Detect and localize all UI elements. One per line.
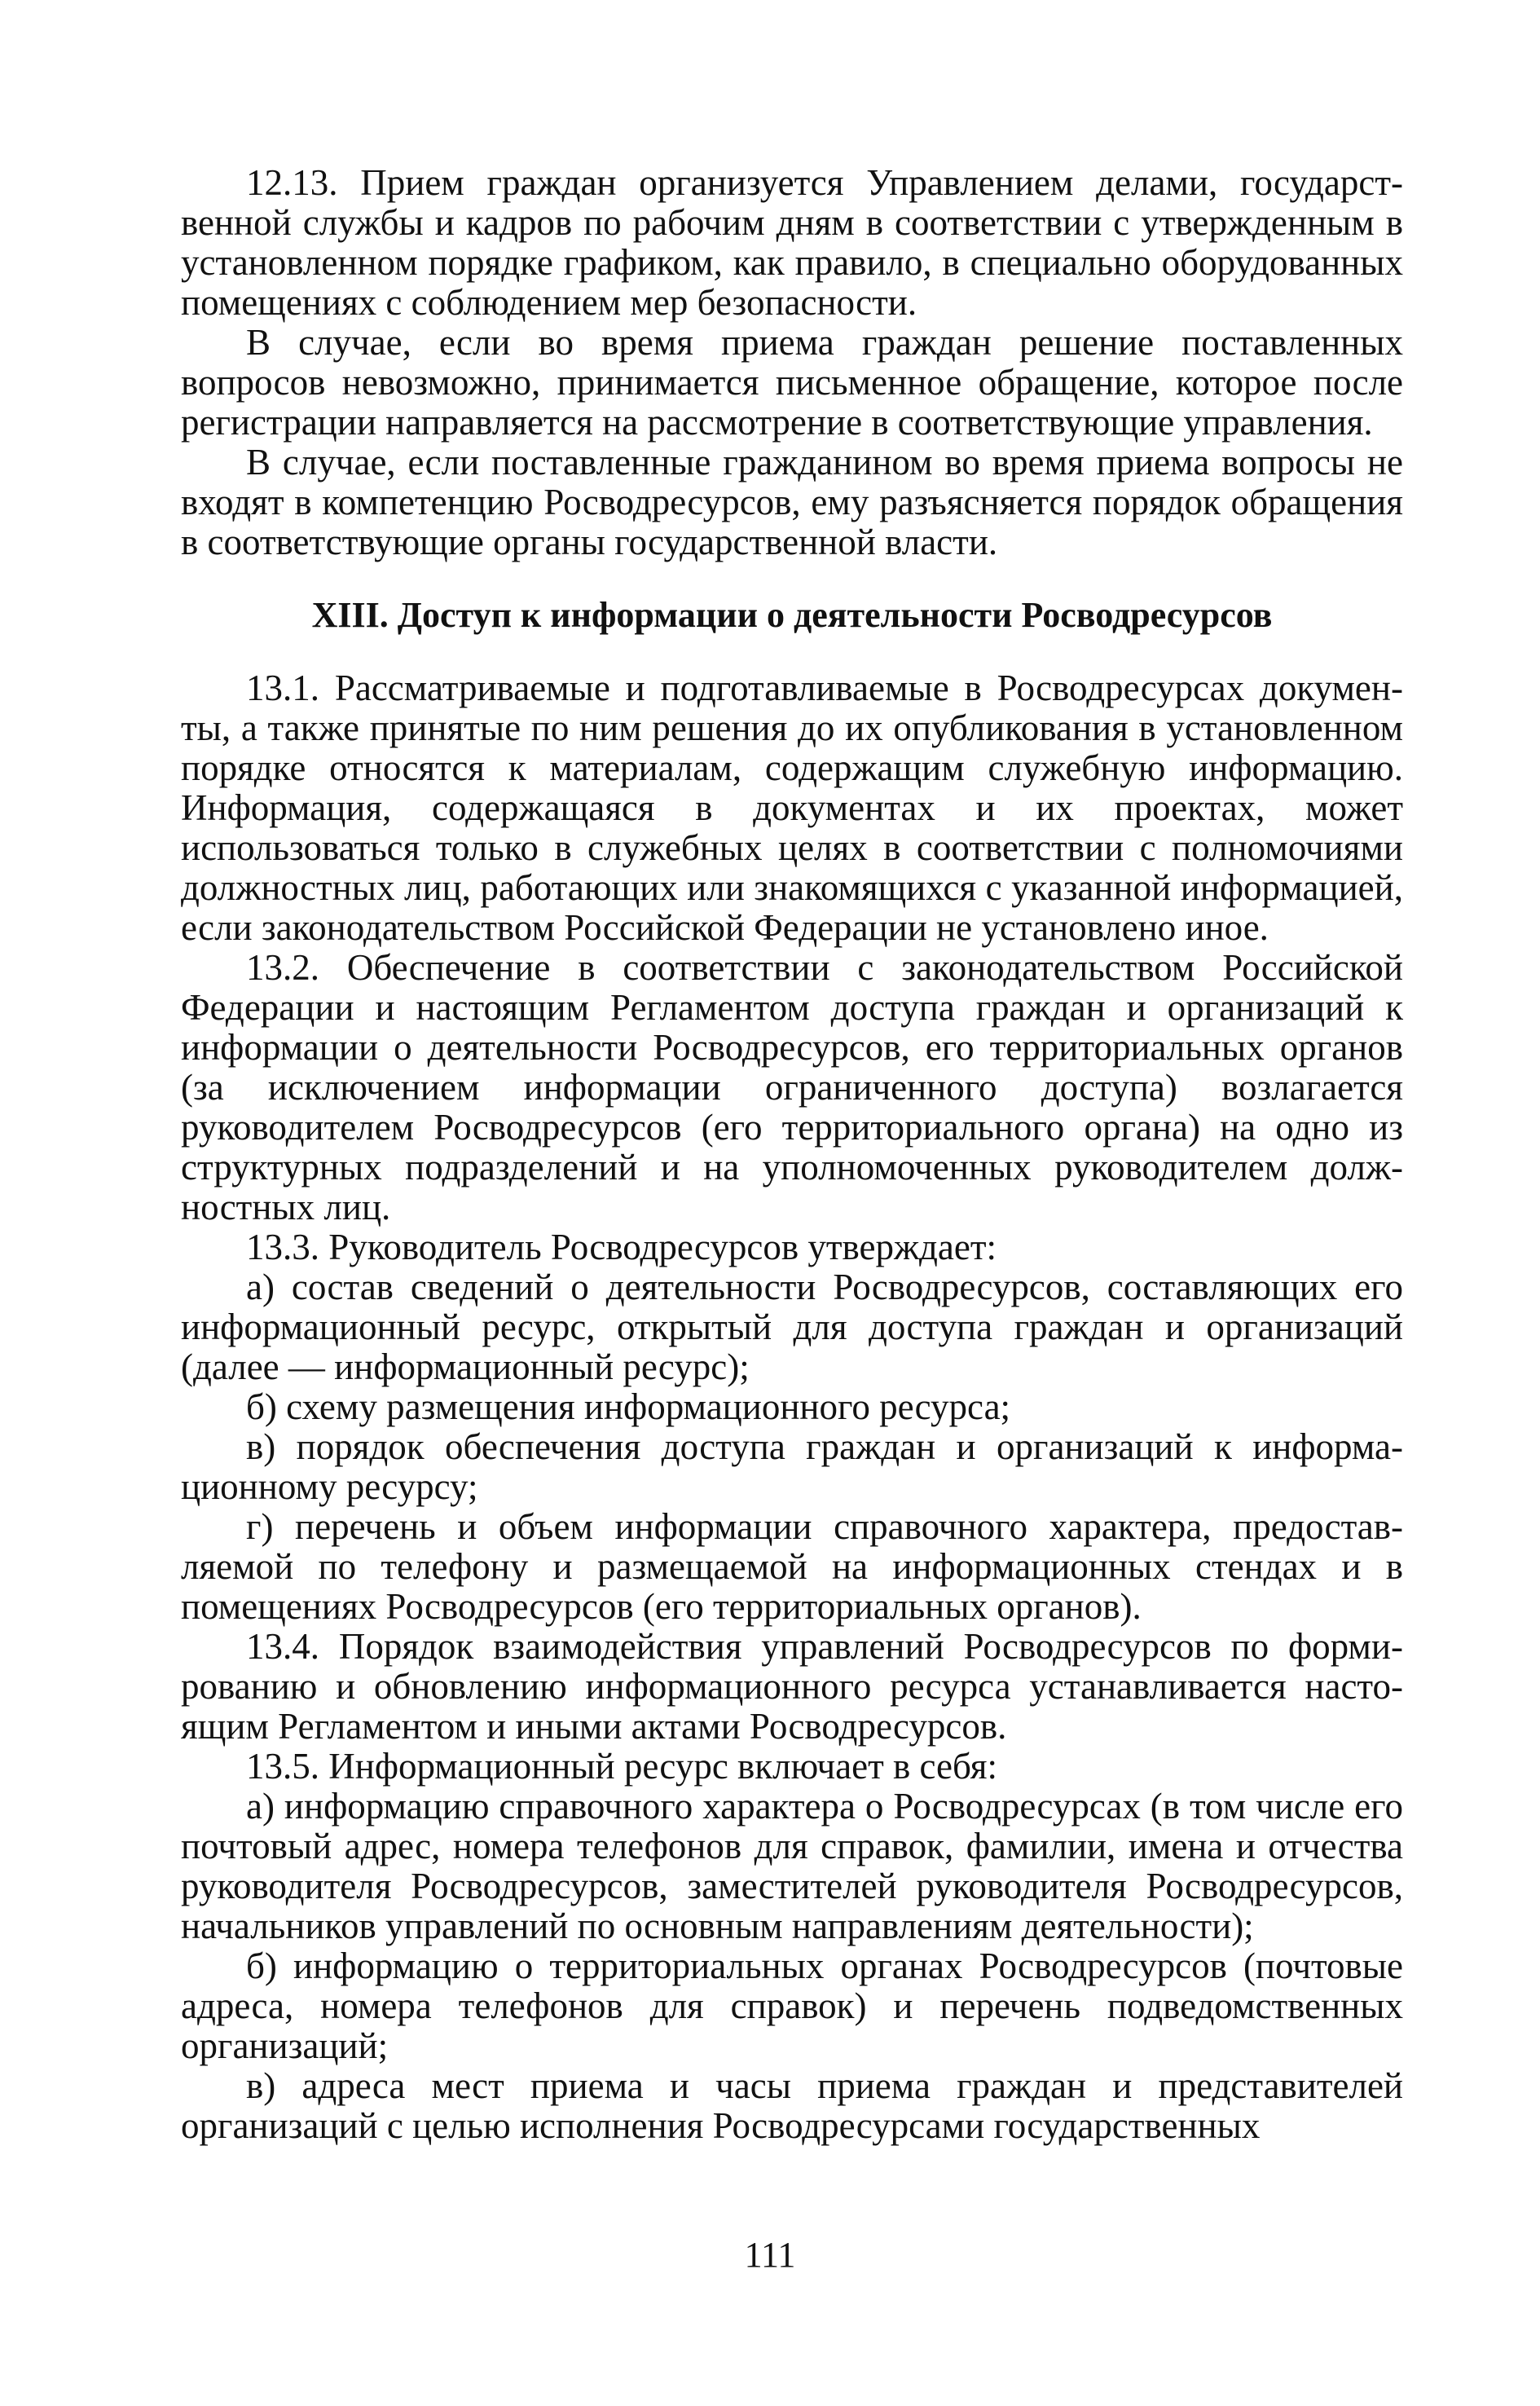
section-heading-xiii: XIII. Доступ к информации о деятельности Росводресурсов (311, 595, 1273, 635)
paragraph-13-1: 13.1. Рассматриваемые и подготавливаемые в Росводресурсах документы, а также принятые по ним решения до их опубликования в установленном порядке относятся к материалам, содержащим служебную информацию. Информация, содержащаяся в документах и их проектах, может использоваться только в служебных целях в соответствии с полномочиями должностных лиц, работающих или знакомящихся с указанной информацией, если законодательством Российской Федерации не установлено иное. (181, 668, 1403, 948)
paragraph-13-5: 13.5. Информационный ресурс включает в себя: (246, 1746, 997, 1787)
document-page (181, 163, 1403, 2146)
paragraph-competence: В случае, если поставленные гражданином во время приема вопросы не входят в компетенцию Росводресурсов, ему разъясняется порядок обращения в соответствующие органы государственной власти. (181, 442, 1403, 562)
paragraph-12-13: 12.13. Прием граждан организуется Управлением делами, государственной службы и кадров по рабочим дням в соответствии с утвержденным в установленном порядке графиком, как правило, в специально оборудованных помещениях с соблюдением мер безопасности. (181, 162, 1403, 323)
list-item-13-5-b: б) информацию о территориальных органах Росводресурсов (почтовые адреса, номера телефонов для справок) и перечень подведомственных организаций; (181, 1946, 1403, 2066)
list-item-13-3-g: г) перечень и объем информации справочного характера, предоставляемой по телефону и размещаемой на информационных стендах и в помещениях Росводресурсов (его территориальных органов). (181, 1506, 1403, 1627)
paragraph-13-4: 13.4. Порядок взаимодействия управлений Росводресурсов по формированию и обновлению информационного ресурса устанавливается настоящим Регламентом и иными актами Росводресурсов. (181, 1626, 1403, 1747)
paragraph-13-3: 13.3. Руководитель Росводресурсов утверждает: (246, 1227, 997, 1267)
page-number: 111 (744, 2235, 796, 2275)
list-item-13-3-v: в) порядок обеспечения доступа граждан и организаций к информационному ресурсу; (181, 1426, 1403, 1507)
paragraph-13-2: 13.2. Обеспечение в соответствии с законодательством Российской Федерации и настоящим Регламентом доступа граждан и организаций к информации о деятельности Росводресурсов, его территориальных органов (за исключением информации ограниченного доступа) возлагается руководителем Росводресурсов (его территориального органа) на одно из структурных подразделений и на уполномоченных руководителем должностных лиц. (181, 947, 1403, 1227)
list-item-13-3-b: б) схему размещения информационного ресурса; (246, 1386, 1011, 1427)
list-item-13-5-a: а) информацию справочного характера о Росводресурсах (в том числе его почтовый адрес, номера телефонов для справок, фамилии, имена и отчества руководителя Росводресурсов, заместителей руководителя Росводресурсов, начальников управлений по основным направлениям деятельности); (181, 1786, 1403, 1946)
paragraph-written-appeal: В случае, если во время приема граждан решение поставленных вопросов невозможно, принимается письменное обращение, которое после регистрации направляется на рассмотрение в соответствующие управления. (181, 322, 1403, 443)
list-item-13-3-a: а) состав сведений о деятельности Росводресурсов, составляющих его информационный ресурс, открытый для доступа граждан и организаций (далее — информационный ресурс); (181, 1267, 1403, 1387)
list-item-13-5-v: в) адреса мест приема и часы приема граждан и представителей организаций с целью исполнения Росводресурсами государственных (181, 2065, 1403, 2146)
